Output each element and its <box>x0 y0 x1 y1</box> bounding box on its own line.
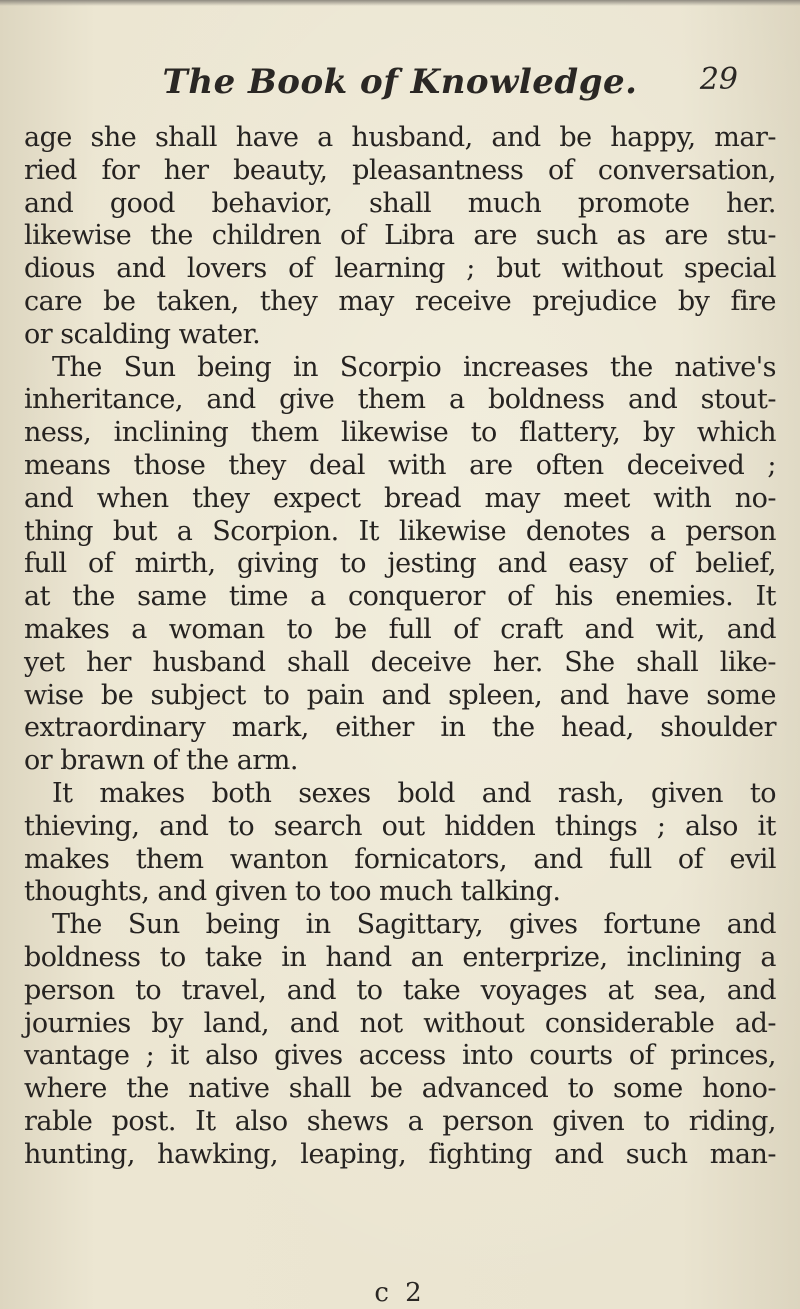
text-line: wise be subject to pain and spleen, and have some <box>24 679 776 711</box>
text-line: where the native shall be advanced to some hono- <box>24 1073 776 1105</box>
text-line: It makes both sexes bold and rash, given to <box>52 777 776 809</box>
text-line: and when they expect bread may meet with no- <box>24 482 776 514</box>
text-line: means those they deal with are often deceived ; <box>24 449 776 481</box>
text-line: extraordinary mark, either in the head, shoulder <box>24 712 776 744</box>
text-line: The Sun being in Sagittary, gives fortune and <box>52 909 776 941</box>
running-head <box>0 62 800 102</box>
text-line: ness, inclining them likewise to flattery, by which <box>24 417 776 449</box>
body-text <box>24 122 776 1172</box>
text-line: hunting, hawking, leaping, fighting and such man- <box>24 1138 776 1170</box>
page-edge-shadow <box>0 0 800 6</box>
text-line: person to travel, and to take voyages at sea, and <box>24 974 776 1006</box>
text-line: The Sun being in Scorpio increases the native's <box>52 351 776 383</box>
page-number: 29 <box>699 62 738 97</box>
text-line: or scalding water. <box>24 318 261 350</box>
text-line: inheritance, and give them a boldness and stout- <box>24 384 776 416</box>
text-line: and good behavior, shall much promote her. <box>24 187 776 219</box>
text-line: or brawn of the arm. <box>24 745 298 777</box>
text-line: boldness to take in hand an enterprize, inclining a <box>24 941 776 973</box>
text-line: thieving, and to search out hidden things ; also it <box>24 810 776 842</box>
text-line: journies by land, and not without considerable ad- <box>24 1007 776 1039</box>
text-line: yet her husband shall deceive her. She shall like- <box>24 646 776 678</box>
text-line: at the same time a conqueror of his enemies. It <box>24 581 776 613</box>
text-line: makes a woman to be full of craft and wit, and <box>24 613 776 645</box>
text-line: thing but a Scorpion. It likewise denotes a person <box>24 515 776 547</box>
text-line: makes them wanton fornicators, and full of evil <box>24 843 776 875</box>
text-line: rable post. It also shews a person given to riding, <box>24 1105 776 1137</box>
text-line: likewise the children of Libra are such as are stu- <box>24 220 776 252</box>
text-line: thoughts, and given to too much talking. <box>24 876 561 908</box>
text-line: vantage ; it also gives access into courts of princes, <box>24 1040 776 1072</box>
text-line: full of mirth, giving to jesting and easy of belief, <box>24 548 776 580</box>
text-line: dious and lovers of learning ; but without special <box>24 253 776 285</box>
text-line: care be taken, they may receive prejudice by fire <box>24 285 776 317</box>
text-line: ried for her beauty, pleasantness of conversation, <box>24 154 776 186</box>
text-line: age she shall have a husband, and be happy, mar- <box>24 122 776 153</box>
running-title: The Book of Knowledge. <box>162 62 638 102</box>
signature-mark: c 2 <box>374 1278 426 1308</box>
